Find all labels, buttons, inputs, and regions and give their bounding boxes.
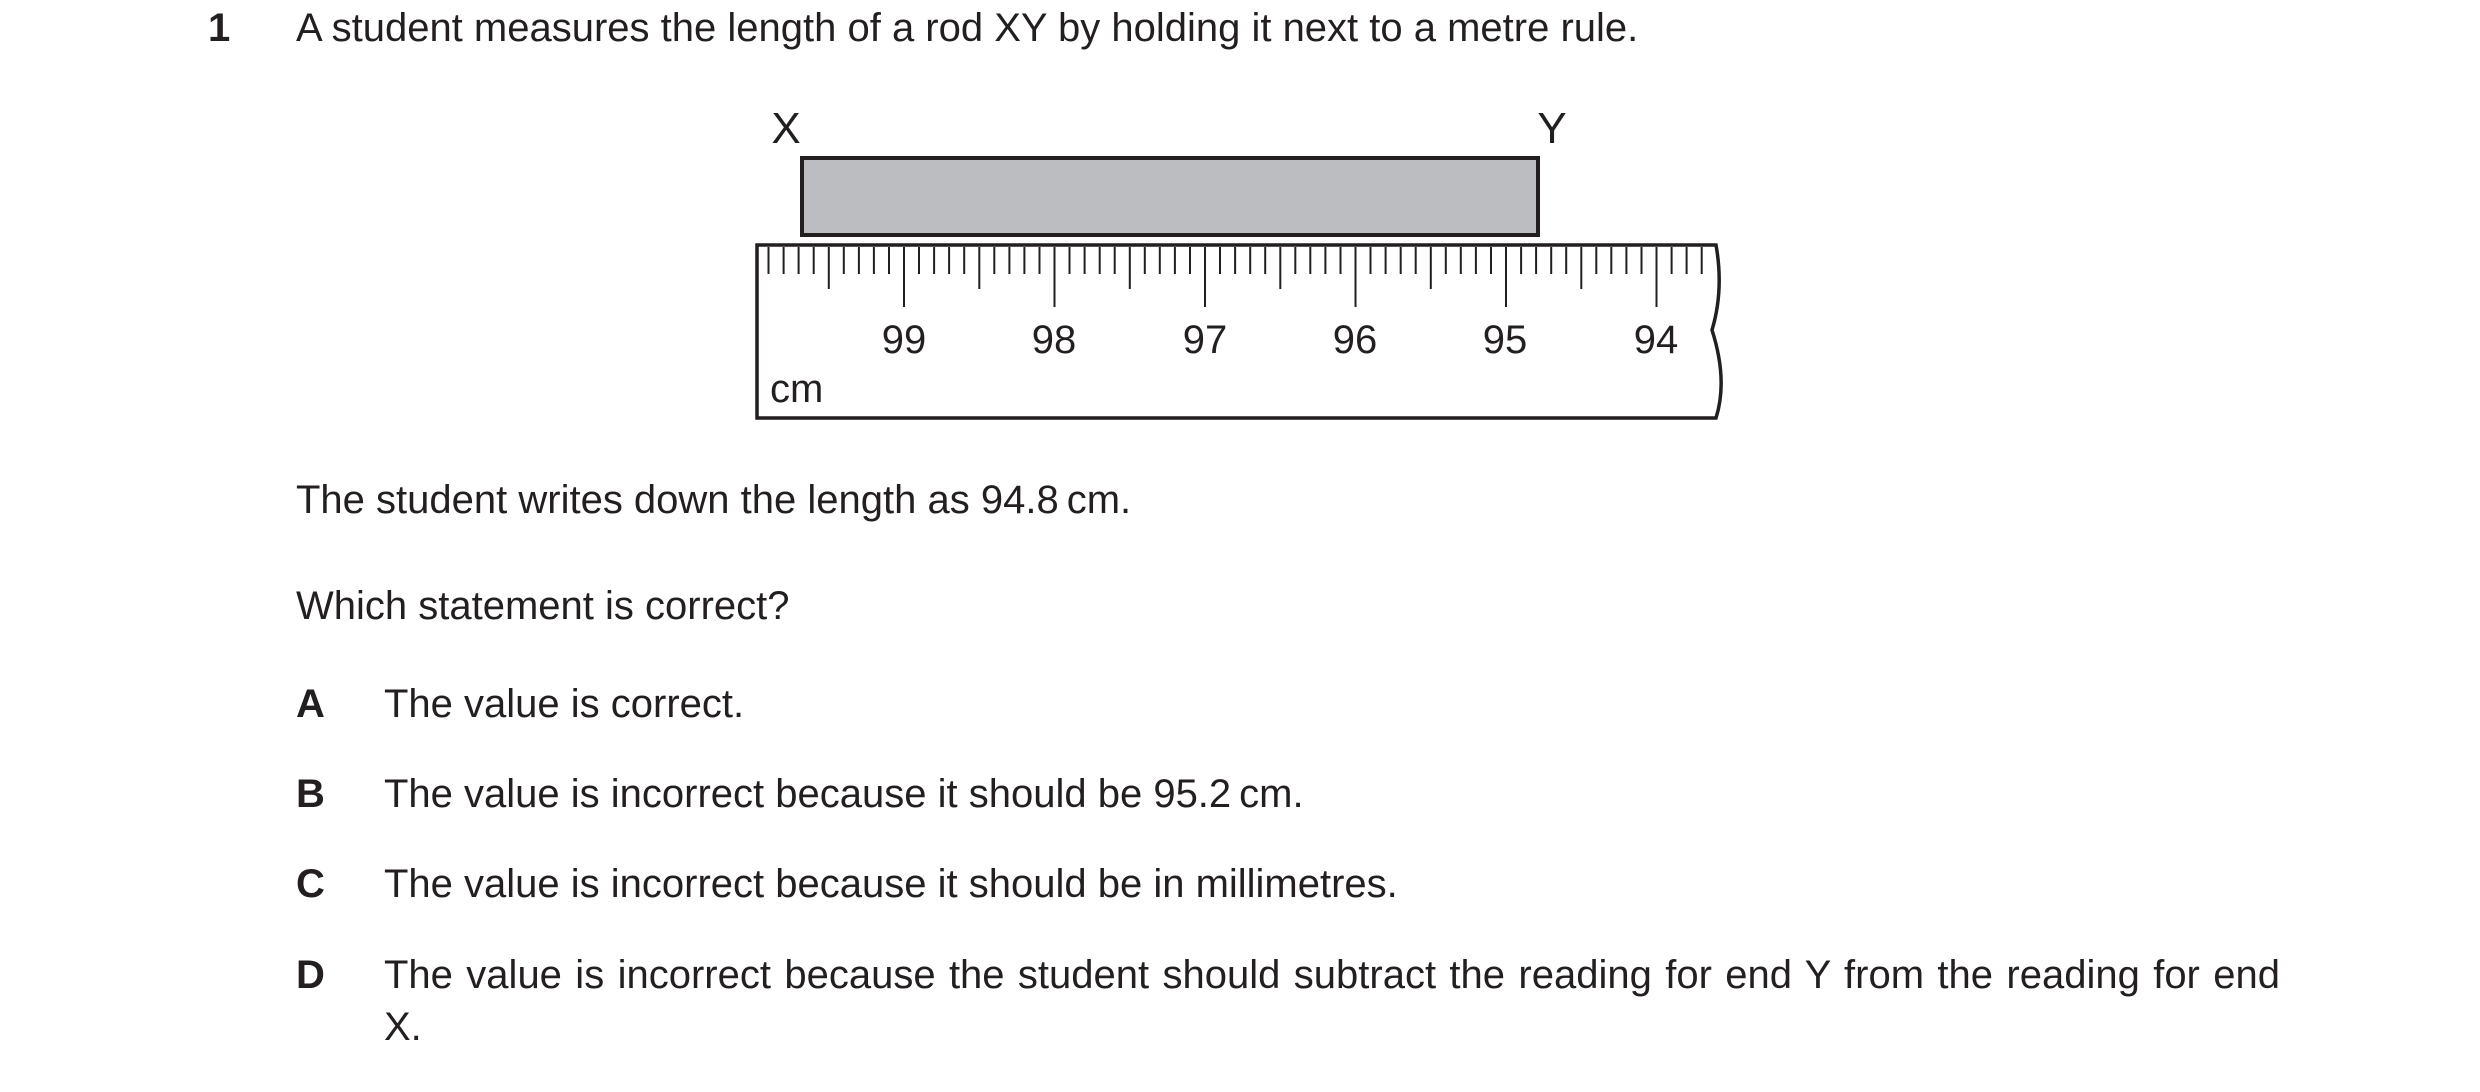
tick-label-94: 94 xyxy=(1633,318,1679,362)
question-prompt: Which statement is correct? xyxy=(296,584,790,628)
rod-and-metre-rule-figure xyxy=(0,0,2480,440)
option-a-letter: A xyxy=(296,682,325,726)
student-reading-statement: The student writes down the length as 94.8 cm. xyxy=(296,478,1132,522)
tick-label-96: 96 xyxy=(1332,318,1378,362)
rod xyxy=(802,158,1538,235)
option-c-letter: C xyxy=(296,862,325,906)
question-stem: A student measures the length of a rod XY by holding it next to a metre rule. xyxy=(296,6,1639,50)
option-c-text: The value is incorrect because it should be in millimetres. xyxy=(384,862,1398,906)
tick-label-97: 97 xyxy=(1182,318,1228,362)
tick-label-99: 99 xyxy=(881,318,927,362)
option-b-text: The value is incorrect because it should be 95.2 cm. xyxy=(384,772,1304,816)
option-a-text: The value is correct. xyxy=(384,682,745,726)
option-b-letter: B xyxy=(296,772,325,816)
option-d-letter: D xyxy=(296,953,325,997)
end-x-label: X xyxy=(771,104,801,153)
tick-label-98: 98 xyxy=(1031,318,1077,362)
option-d-text: The value is incorrect because the student should subtract the reading for end Y from the reading for end X. xyxy=(384,953,2280,1049)
question-number: 1 xyxy=(208,6,231,50)
unit-label: cm xyxy=(770,367,824,411)
end-y-label: Y xyxy=(1537,104,1567,153)
tick-label-95: 95 xyxy=(1482,318,1528,362)
